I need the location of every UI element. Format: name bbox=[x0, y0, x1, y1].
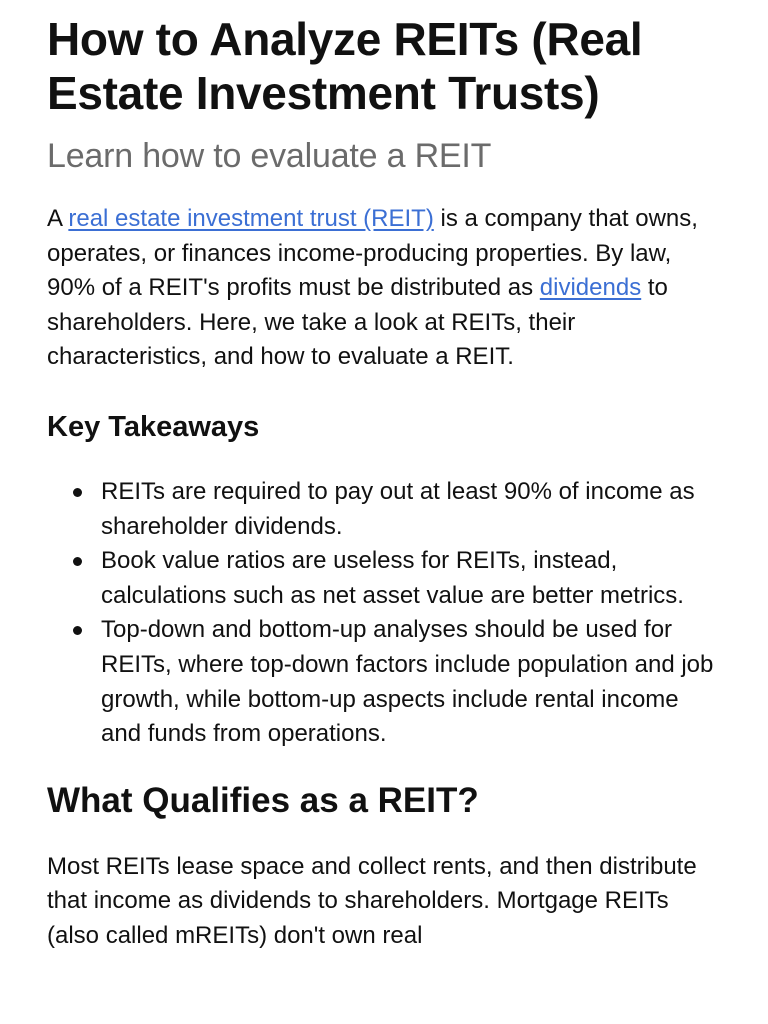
page-subtitle: Learn how to evaluate a REIT bbox=[47, 137, 492, 175]
takeaway-text: REITs are required to pay out at least 90% of income as shareholder dividends. bbox=[101, 477, 695, 540]
intro-text-end: to shareholders. Here, we take a look at REITs, their characteristics, and how to evaluate a REIT. bbox=[47, 274, 668, 371]
takeaway-text: Book value ratios are useless for REITs, instead, calculations such as net asset value are better metrics. bbox=[101, 547, 684, 609]
list-item bbox=[101, 613, 720, 751]
key-takeaways-heading: Key Takeaways bbox=[47, 410, 260, 443]
bullet-icon bbox=[73, 488, 82, 497]
what-qualifies-heading: What Qualifies as a REIT? bbox=[47, 780, 479, 820]
bullet-icon bbox=[73, 626, 82, 635]
page-title: How to Analyze REITs (Real Estate Investment Trusts) bbox=[47, 13, 643, 119]
what-qualifies-paragraph: Most REITs lease space and collect rents, and then distribute that income as dividends to shareholders. Mortgage REITs (also called mREITs) don't own real bbox=[47, 852, 697, 949]
list-item bbox=[101, 475, 720, 544]
takeaway-text: Top-down and bottom-up analyses should be used for REITs, where top-down factors include population and job growth, while bottom-up aspects include rental income and funds from operations. bbox=[101, 616, 714, 748]
intro-paragraph bbox=[47, 202, 720, 375]
intro-text-middle: is a company that owns, operates, or finances income-producing properties. By law, 90% of a REIT's profits must be distributed as bbox=[47, 205, 698, 302]
intro-text-start: A bbox=[47, 205, 69, 232]
reit-link[interactable]: real estate investment trust (REIT) bbox=[68, 205, 434, 232]
bullet-icon bbox=[73, 557, 82, 566]
dividends-link[interactable]: dividends bbox=[539, 274, 642, 302]
key-takeaways-list bbox=[47, 475, 720, 752]
list-item bbox=[101, 544, 720, 613]
